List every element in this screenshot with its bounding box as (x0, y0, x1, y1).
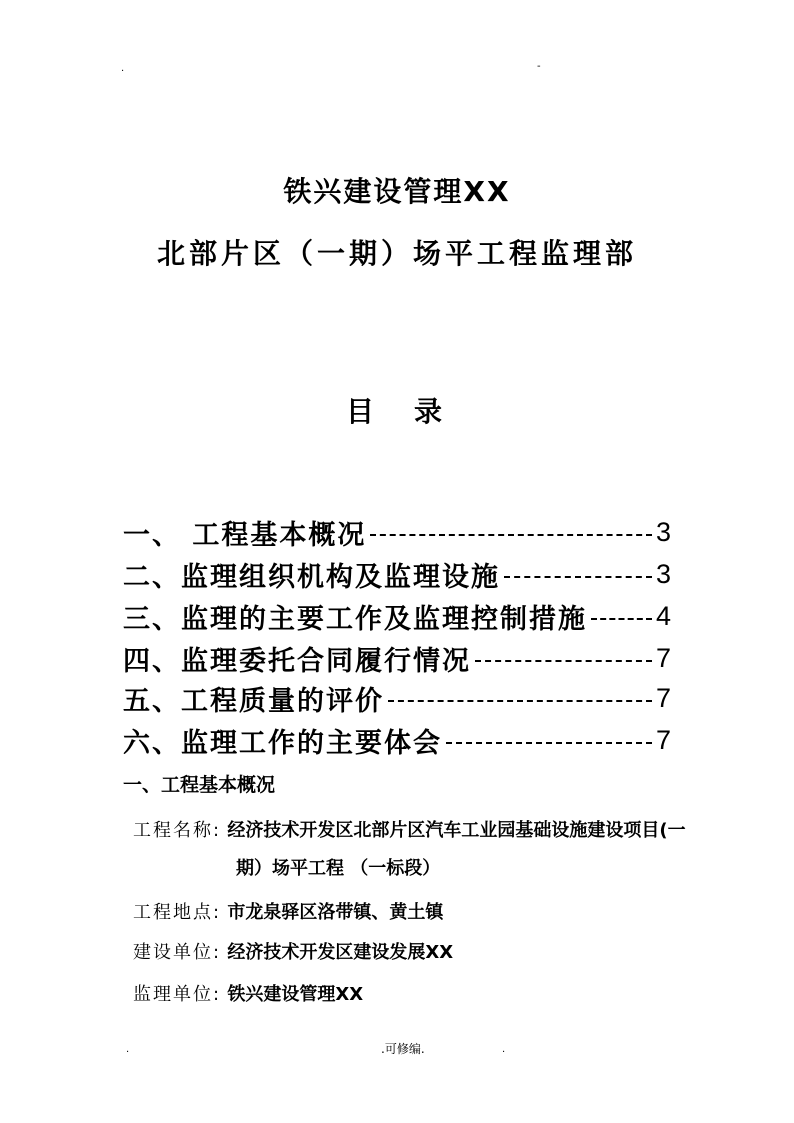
toc-item[interactable] (123, 512, 671, 552)
department-title: 北部片区（一期）场平工程监理部 (156, 237, 637, 270)
supervisor-row (133, 980, 363, 1006)
toc-leader (475, 660, 652, 662)
footer-mark-left: . (126, 1044, 130, 1055)
project-name-label: 工程名称: (133, 820, 222, 841)
toc-item[interactable] (123, 638, 671, 678)
toc-leader (504, 576, 652, 578)
project-name-row (133, 816, 686, 842)
location-label: 工程地点: (133, 902, 222, 923)
toc-item-label: 五、工程质量的评价 (123, 685, 384, 717)
toc-leader (446, 742, 652, 744)
toc-item-page: 7 (655, 682, 671, 713)
toc-item-page: 3 (655, 558, 671, 589)
toc-item[interactable] (123, 554, 671, 594)
toc-item-page: 3 (655, 516, 671, 547)
header-mark-right: - (537, 61, 541, 72)
location-row (133, 898, 443, 924)
builder-label: 建设单位: (133, 942, 222, 963)
footer-mark-right: . (502, 1044, 506, 1055)
toc-heading: 目 录 (345, 395, 448, 428)
toc-item-label: 三、监理的主要工作及监理控制措施 (123, 603, 587, 635)
toc-item-label: 一、 工程基本概况 (123, 519, 367, 551)
location-value: 市龙泉驿区洛带镇、黄土镇 (227, 902, 444, 923)
toc-item-page: 7 (655, 642, 671, 673)
toc-item-page: 7 (655, 724, 671, 755)
toc-item[interactable] (123, 720, 671, 760)
section-heading: 一、工程基本概况 (123, 774, 276, 796)
toc-item-label: 四、监理委托合同履行情况 (123, 645, 471, 677)
toc-leader (591, 618, 652, 620)
toc-item[interactable] (123, 596, 671, 636)
company-title: 铁兴建设管理XX (283, 175, 511, 208)
footer-center-text: .可修编. (381, 1042, 425, 1056)
toc-leader (370, 534, 652, 536)
supervisor-value: 铁兴建设管理XX (227, 984, 364, 1005)
header-mark-left: . (121, 63, 125, 74)
toc-item-label: 六、监理工作的主要体会 (123, 727, 442, 759)
builder-row (133, 938, 453, 964)
toc-item[interactable] (123, 678, 671, 718)
toc-item-page: 4 (655, 600, 671, 631)
builder-value: 经济技术开发区建设发展XX (227, 942, 454, 963)
supervisor-label: 监理单位: (133, 984, 222, 1005)
project-name-continued: 期）场平工程 （一标段） (236, 858, 441, 879)
toc-leader (388, 700, 652, 702)
toc-item-label: 二、监理组织机构及监理设施 (123, 561, 500, 593)
project-name-value: 经济技术开发区北部片区汽车工业园基础设施建设项目(一 (227, 820, 686, 841)
